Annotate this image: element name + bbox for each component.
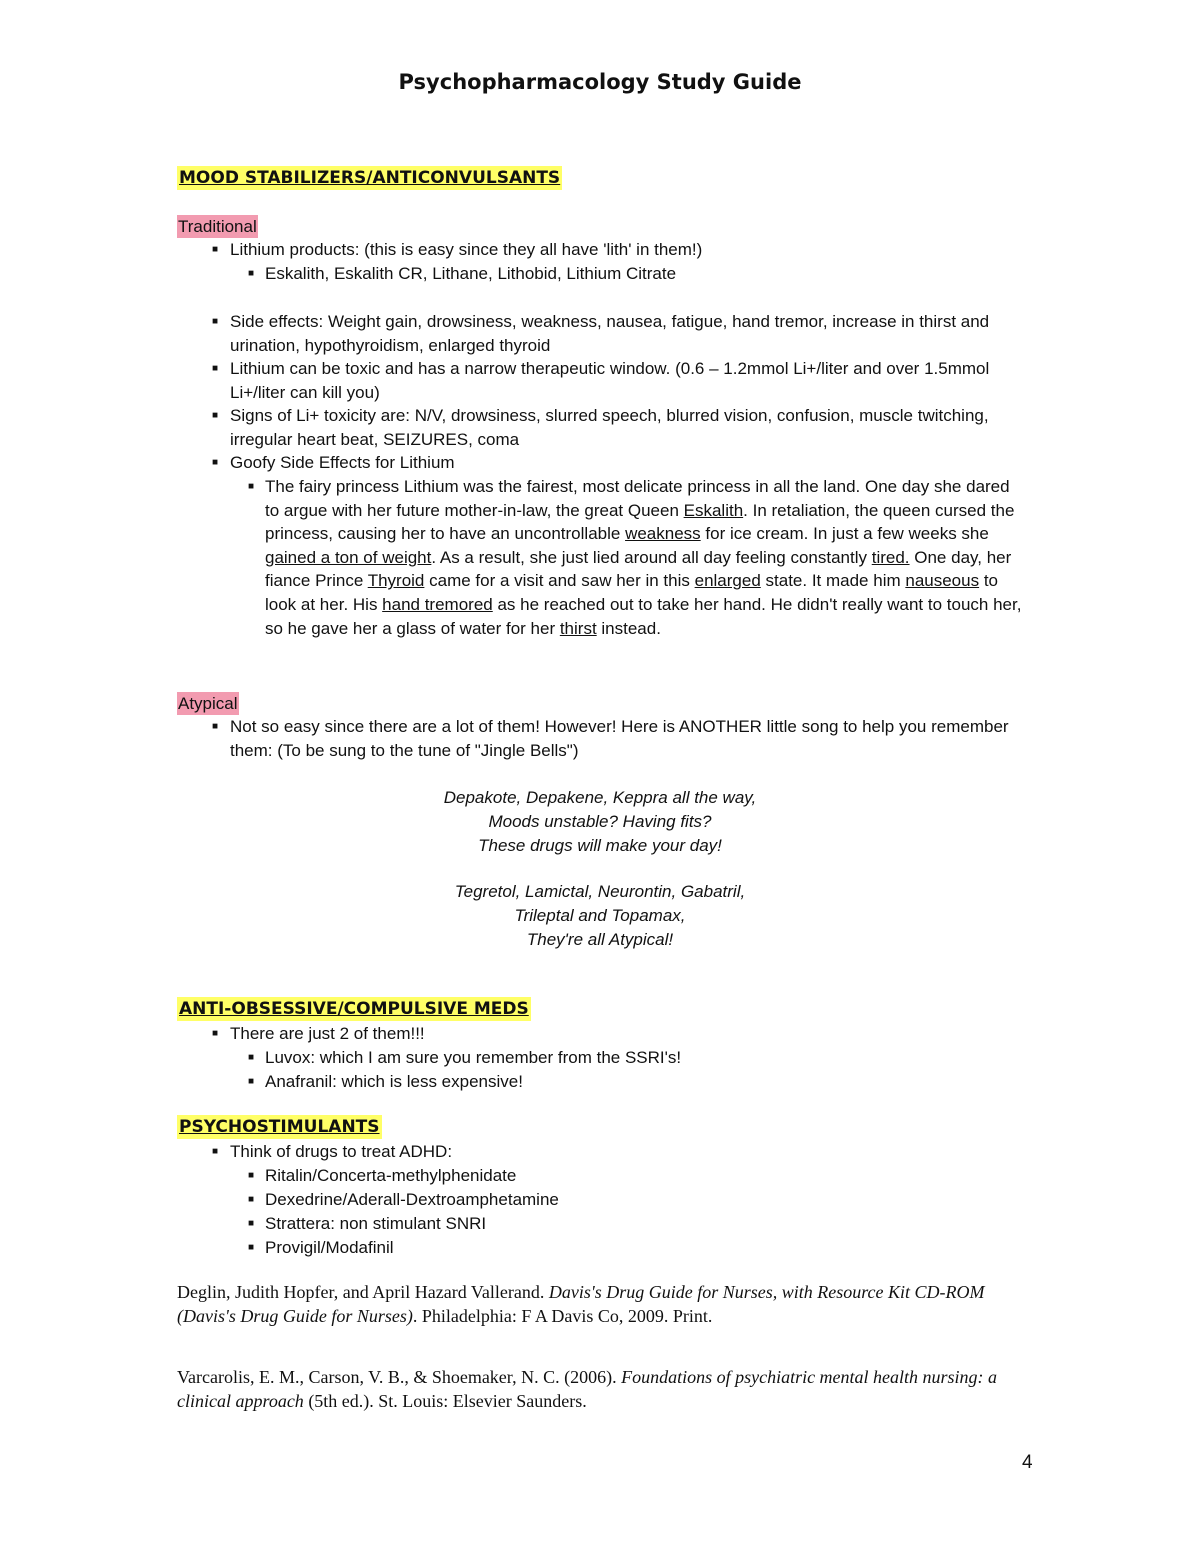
reference-entry: Deglin, Judith Hopfer, and April Hazard Vallerand. Davis's Drug Guide for Nurses, with Resource Kit CD-ROM (Davis's Drug Guide for Nurses). Philadelphia: F A Davis Co, 2009. Print.	[177, 1282, 985, 1326]
list-item	[248, 1070, 1028, 1094]
list-item	[248, 1188, 1028, 1212]
list-item	[212, 357, 1012, 404]
page-number: 4	[1022, 1452, 1033, 1473]
bullet-icon: ■	[248, 1170, 255, 1181]
song-line: Tegretol, Lamictal, Neurontin, Gabatril,	[454, 882, 746, 901]
bullet-icon: ■	[212, 457, 219, 468]
list-item	[248, 1212, 1028, 1236]
bullet-icon: ■	[212, 410, 219, 421]
bullet-icon: ■	[248, 1194, 255, 1205]
bullet-icon: ■	[248, 268, 255, 279]
song-line: Trileptal and Topamax,	[514, 906, 686, 925]
list-item-text: Side effects: Weight gain, drowsiness, weakness, nausea, fatigue, hand tremor, increase in thirst and urination, hypothyroidism, enlarged thyroid	[230, 312, 990, 355]
list-item-text: Provigil/Modafinil	[265, 1238, 394, 1257]
bullet-icon: ■	[248, 1052, 255, 1063]
list-item-text: Lithium products: (this is easy since they all have 'lith' in them!)	[230, 240, 703, 259]
list-item	[212, 715, 1012, 762]
bullet-icon: ■	[248, 1218, 255, 1229]
song-line: Depakote, Depakene, Keppra all the way,	[443, 788, 757, 807]
list-item	[212, 1022, 1012, 1046]
bullet-icon: ■	[212, 1028, 219, 1039]
list-item-text: Goofy Side Effects for Lithium	[230, 453, 455, 472]
list-item-text: Lithium can be toxic and has a narrow therapeutic window. (0.6 – 1.2mmol Li+/liter and over 1.5mmol Li+/liter can kill you)	[230, 359, 990, 402]
story-item	[248, 475, 1028, 640]
list-item	[248, 1236, 1028, 1260]
list-item	[212, 404, 1012, 451]
bullet-icon: ■	[248, 481, 255, 492]
list-item-text: Anafranil: which is less expensive!	[265, 1072, 523, 1091]
list-item-text: Signs of Li+ toxicity are: N/V, drowsiness, slurred speech, blurred vision, confusion, muscle twitching, irregular heart beat, SEIZURES, coma	[230, 406, 989, 449]
section-heading-mood-stabilizers: MOOD STABILIZERS/ANTICONVULSANTS	[179, 168, 561, 188]
bullet-icon: ■	[212, 244, 219, 255]
story-text: The fairy princess Lithium was the fairest, most delicate princess in all the land. One day she dared to argue with her future mother-in-law, the great Queen Eskalith. In retaliation, the queen cursed the princess, causing her to have an uncontrollable weakness for ice cream. In just a few weeks she gained a ton of weight. As a result, she just lied around all day feeling constantly tired. One day, her fiance Prince Thyroid came for a visit and saw her in this enlarged state. It made him nauseous to look at her. His hand tremored as he reached out to take her hand. He didn't really want to touch her, so he gave her a glass of water for her thirst instead.	[265, 477, 1022, 638]
section-heading-anti-ocd: ANTI-OBSESSIVE/COMPULSIVE MEDS	[179, 999, 529, 1019]
list-item-text: There are just 2 of them!!!	[230, 1024, 425, 1043]
list-item-text: Not so easy since there are a lot of them! However! Here is ANOTHER little song to help you remember them: (To be sung to the tune of "Jingle Bells")	[230, 717, 1009, 760]
reference-entry: Varcarolis, E. M., Carson, V. B., & Shoemaker, N. C. (2006). Foundations of psychiatric mental health nursing: a clinical approach (5th ed.). St. Louis: Elsevier Saunders.	[177, 1367, 998, 1411]
bullet-icon: ■	[248, 1242, 255, 1253]
list-item	[248, 262, 1028, 286]
bullet-icon: ■	[212, 363, 219, 374]
subheading-traditional: Traditional	[178, 217, 257, 236]
bullet-icon: ■	[212, 316, 219, 327]
list-item-text: Think of drugs to treat ADHD:	[230, 1142, 453, 1161]
song-line: They're all Atypical!	[526, 930, 674, 949]
list-item-text: Strattera: non stimulant SNRI	[265, 1214, 487, 1233]
subheading-atypical: Atypical	[178, 694, 238, 713]
list-item	[212, 451, 1012, 475]
page-title: Psychopharmacology Study Guide	[398, 70, 802, 94]
bullet-icon: ■	[212, 1146, 219, 1157]
bullet-icon: ■	[212, 721, 219, 732]
list-item	[248, 1046, 1028, 1070]
list-item	[248, 1164, 1028, 1188]
list-item	[212, 310, 1012, 357]
list-item	[212, 1140, 1012, 1164]
song-line: Moods unstable? Having fits?	[488, 812, 712, 831]
list-item	[212, 238, 1012, 262]
list-item-text: Dexedrine/Aderall-Dextroamphetamine	[265, 1190, 559, 1209]
list-item-text: Ritalin/Concerta-methylphenidate	[265, 1166, 517, 1185]
list-item-text: Luvox: which I am sure you remember from the SSRI's!	[265, 1048, 682, 1067]
bullet-icon: ■	[248, 1076, 255, 1087]
list-item-text: Eskalith, Eskalith CR, Lithane, Lithobid, Lithium Citrate	[265, 264, 677, 283]
song-line: These drugs will make your day!	[478, 836, 722, 855]
section-heading-psychostimulants: PSYCHOSTIMULANTS	[179, 1117, 380, 1137]
